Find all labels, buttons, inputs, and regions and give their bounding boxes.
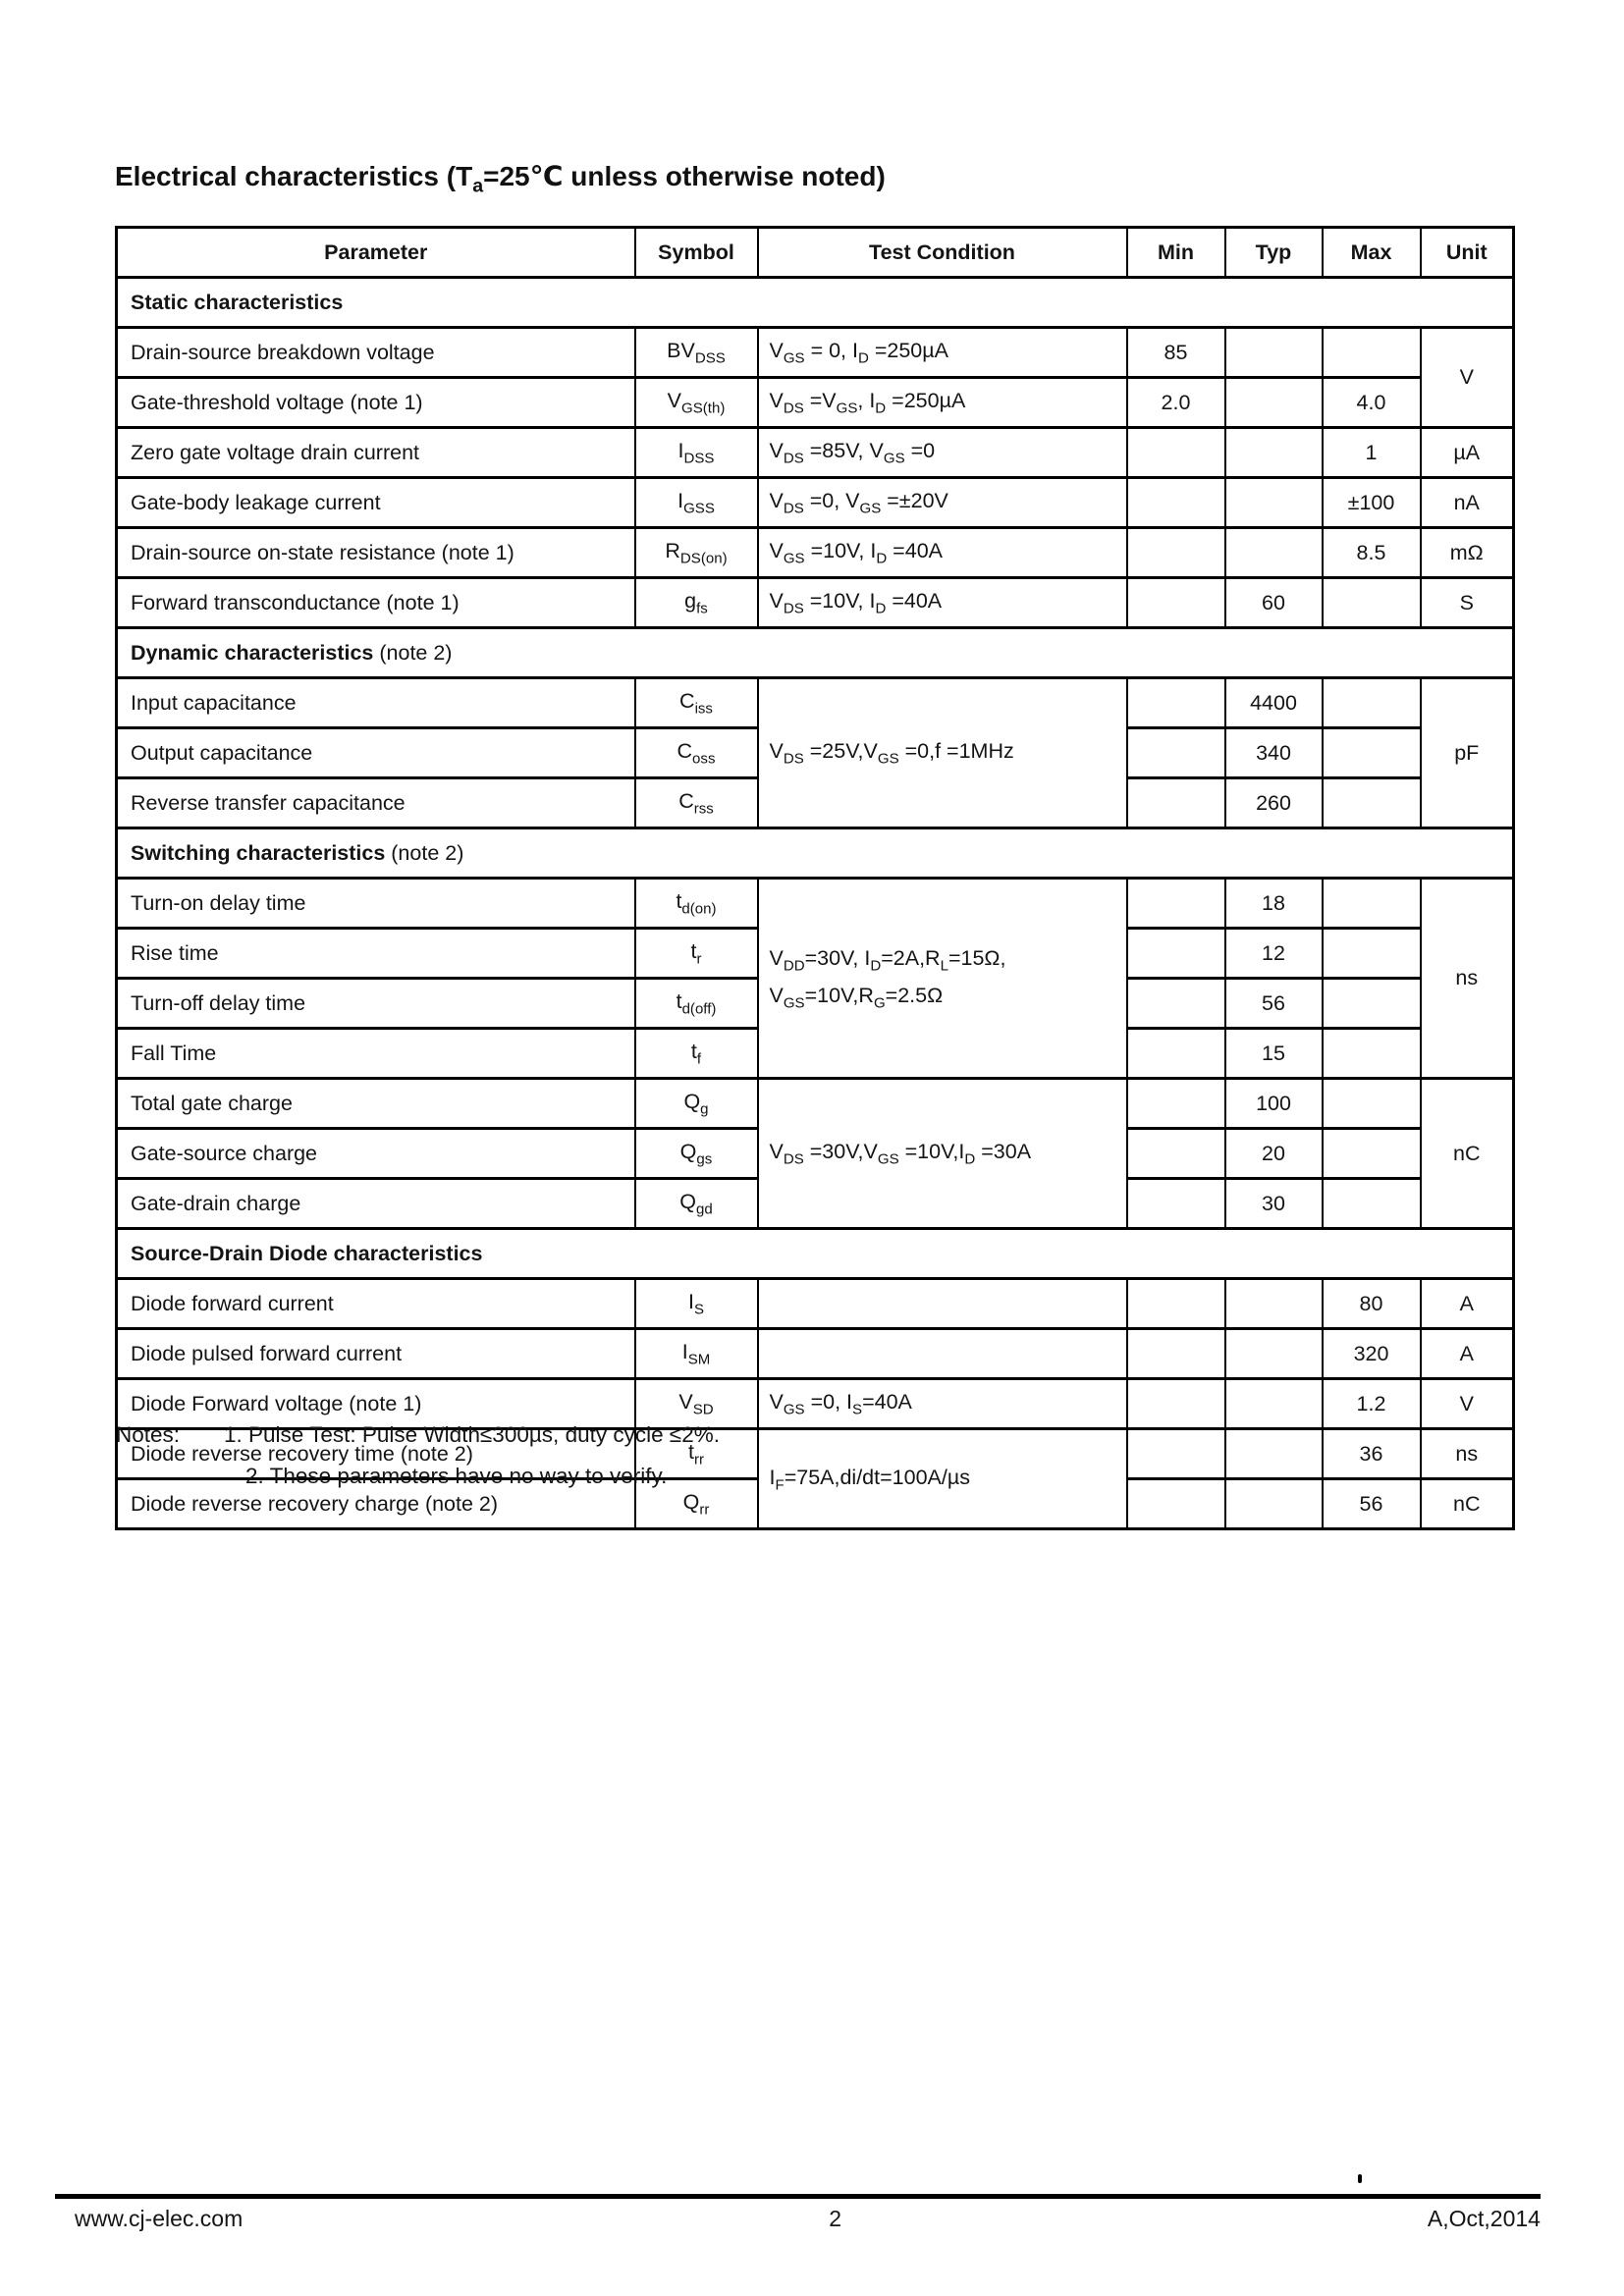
note-1: 1. Pulse Test: Pulse Width≤300µs, duty cycle ≤2%. (224, 1422, 720, 1447)
max-cell: 1.2 (1323, 1379, 1421, 1429)
min-cell (1127, 1079, 1225, 1129)
unit-cell: nA (1421, 478, 1514, 528)
parameter-cell: Fall Time (117, 1029, 635, 1079)
parameter-cell: Diode Forward voltage (note 1) (117, 1379, 635, 1429)
min-cell (1127, 428, 1225, 478)
max-cell (1323, 879, 1421, 929)
symbol-cell: $I_S$ (635, 1279, 758, 1329)
table-row (117, 1279, 1514, 1329)
max-cell: 320 (1323, 1329, 1421, 1379)
max-cell (1323, 1179, 1421, 1229)
test-condition-cell: $V_{DD}=30V$, $I_D=2A,R_L=15\Omega$, $V_{GS}=10V,R_G=2.5\Omega$ (758, 879, 1127, 1079)
parameter-cell: Reverse transfer capacitance (117, 778, 635, 828)
unit-cell: V (1421, 1379, 1514, 1429)
symbol-cell: $C_{rss}$ (635, 778, 758, 828)
parameter-cell: Gate-drain charge (117, 1179, 635, 1229)
max-cell: 1 (1323, 428, 1421, 478)
test-condition-cell: $V_{DS} =10V$, $I_D =40A$ (758, 578, 1127, 628)
unit-cell: ns (1421, 1429, 1514, 1479)
test-condition-cell (758, 1329, 1127, 1379)
typ-cell: 340 (1225, 728, 1323, 778)
max-cell (1323, 1129, 1421, 1179)
max-cell (1323, 929, 1421, 979)
typ-cell: 100 (1225, 1079, 1323, 1129)
table-row (117, 879, 1514, 929)
table-row (117, 328, 1514, 378)
unit-cell: A (1421, 1329, 1514, 1379)
typ-cell (1225, 1479, 1323, 1529)
unit-cell: mΩ (1421, 528, 1514, 578)
symbol-cell: $t_f$ (635, 1029, 758, 1079)
min-cell (1127, 1279, 1225, 1329)
unit-cell: nC (1421, 1479, 1514, 1529)
symbol-cell: $Q_{rr}$ (635, 1479, 758, 1529)
typ-cell: 260 (1225, 778, 1323, 828)
typ-cell (1225, 1429, 1323, 1479)
min-cell (1127, 879, 1225, 929)
symbol-cell: $t_r$ (635, 929, 758, 979)
parameter-cell: Turn-on delay time (117, 879, 635, 929)
footer-rule (55, 2194, 1541, 2199)
typ-cell: 56 (1225, 979, 1323, 1029)
section-header-row (117, 828, 1514, 879)
min-cell: 2.0 (1127, 378, 1225, 428)
min-cell: 85 (1127, 328, 1225, 378)
min-cell (1127, 478, 1225, 528)
parameter-cell: Output capacitance (117, 728, 635, 778)
parameter-cell: Input capacitance (117, 678, 635, 728)
max-cell (1323, 578, 1421, 628)
min-cell (1127, 929, 1225, 979)
parameter-cell: Drain-source on-state resistance (note 1) (117, 528, 635, 578)
parameter-cell: Total gate charge (117, 1079, 635, 1129)
test-condition-cell: $V_{DS} =30V,V_{GS} =10V,I_D =30A$ (758, 1079, 1127, 1229)
table-head (117, 228, 1514, 278)
unit-cell: nC (1421, 1079, 1514, 1229)
typ-cell: 30 (1225, 1179, 1323, 1229)
max-cell (1323, 778, 1421, 828)
max-cell (1323, 678, 1421, 728)
max-cell (1323, 328, 1421, 378)
section-header-row (117, 1229, 1514, 1279)
max-cell: 8.5 (1323, 528, 1421, 578)
parameter-cell: Turn-off delay time (117, 979, 635, 1029)
min-cell (1127, 678, 1225, 728)
test-condition-cell: $V_{DS} =85V$, $V_{GS} =0$ (758, 428, 1127, 478)
section-header-row (117, 278, 1514, 328)
symbol-cell: $g_{fs}$ (635, 578, 758, 628)
min-cell (1127, 778, 1225, 828)
test-condition-cell: $I_F=75A,di/dt=100A/\mu s$ (758, 1429, 1127, 1529)
test-condition-cell: $V_{DS} =V_{GS}$, $I_D =250\mu A$ (758, 378, 1127, 428)
parameter-cell: Forward transconductance (note 1) (117, 578, 635, 628)
test-condition-cell: $V_{DS} =25V,V_{GS} =0,f =1MHz$ (758, 678, 1127, 828)
parameter-cell: Gate-threshold voltage (note 1) (117, 378, 635, 428)
section-title-cell: Static characteristics (117, 278, 1514, 328)
parameter-cell: Rise time (117, 929, 635, 979)
test-condition-cell: $V_{GS} = 0$, $I_D =250\mu A$ (758, 328, 1127, 378)
test-condition-cell: $V_{DS} =0$, $V_{GS} =\pm 20V$ (758, 478, 1127, 528)
typ-cell: 15 (1225, 1029, 1323, 1079)
max-cell (1323, 1029, 1421, 1079)
min-cell (1127, 1429, 1225, 1479)
parameter-cell: Diode reverse recovery time (note 2) (117, 1429, 635, 1479)
table-wrap (115, 226, 1515, 1530)
min-cell (1127, 1179, 1225, 1229)
max-cell: 56 (1323, 1479, 1421, 1529)
footer-page-number: 2 (829, 2206, 841, 2231)
symbol-cell: $I_{DSS}$ (635, 428, 758, 478)
symbol-cell: $Q_{gs}$ (635, 1129, 758, 1179)
symbol-cell: $C_{iss}$ (635, 678, 758, 728)
typ-cell: 60 (1225, 578, 1323, 628)
note-2: 2. These parameters have no way to verify. (245, 1464, 668, 1488)
unit-cell: S (1421, 578, 1514, 628)
max-cell (1323, 728, 1421, 778)
min-cell (1127, 578, 1225, 628)
column-header: Unit (1421, 228, 1514, 278)
parameter-cell: Diode forward current (117, 1279, 635, 1329)
max-cell (1323, 979, 1421, 1029)
unit-cell: V (1421, 328, 1514, 428)
parameter-cell: Zero gate voltage drain current (117, 428, 635, 478)
column-header: Max (1323, 228, 1421, 278)
section-header-row (117, 628, 1514, 678)
parameter-cell: Diode pulsed forward current (117, 1329, 635, 1379)
parameter-cell: Gate-body leakage current (117, 478, 635, 528)
page-footer (55, 2194, 1541, 2232)
min-cell (1127, 728, 1225, 778)
symbol-cell: $t_{rr}$ (635, 1429, 758, 1479)
table-row (117, 1079, 1514, 1129)
test-condition-cell: $V_{GS} =0$, $I_S=40A$ (758, 1379, 1127, 1429)
max-cell: 4.0 (1323, 378, 1421, 428)
max-cell (1323, 1079, 1421, 1129)
table-row (117, 478, 1514, 528)
parameter-cell: Drain-source breakdown voltage (117, 328, 635, 378)
min-cell (1127, 979, 1225, 1029)
symbol-cell: $V_{GS(th)}$ (635, 378, 758, 428)
symbol-cell: $t_{d(off)}$ (635, 979, 758, 1029)
typ-cell (1225, 1279, 1323, 1329)
table-row (117, 428, 1514, 478)
typ-cell (1225, 478, 1323, 528)
parameter-cell: Diode reverse recovery charge (note 2) (117, 1479, 635, 1529)
column-header: Typ (1225, 228, 1323, 278)
unit-cell: µA (1421, 428, 1514, 478)
symbol-cell: $BV_{DSS}$ (635, 328, 758, 378)
unit-cell: ns (1421, 879, 1514, 1079)
min-cell (1127, 1329, 1225, 1379)
typ-cell (1225, 1329, 1323, 1379)
footer-revision: A,Oct,2014 (1427, 2206, 1541, 2231)
typ-cell (1225, 378, 1323, 428)
table-row (117, 378, 1514, 428)
min-cell (1127, 528, 1225, 578)
max-cell: 36 (1323, 1429, 1421, 1479)
symbol-cell: $C_{oss}$ (635, 728, 758, 778)
typ-cell: 18 (1225, 879, 1323, 929)
typ-cell: 12 (1225, 929, 1323, 979)
table-row (117, 1329, 1514, 1379)
table-header-row (117, 228, 1514, 278)
symbol-cell: $Q_g$ (635, 1079, 758, 1129)
typ-cell (1225, 1379, 1323, 1429)
footer-website: www.cj-elec.com (75, 2206, 244, 2231)
column-header: Parameter (117, 228, 635, 278)
test-condition-cell: $V_{GS} =10V$, $I_D =40A$ (758, 528, 1127, 578)
parameter-cell: Gate-source charge (117, 1129, 635, 1179)
test-condition-cell (758, 1279, 1127, 1329)
symbol-cell: $R_{DS(on)}$ (635, 528, 758, 578)
min-cell (1127, 1379, 1225, 1429)
column-header: Symbol (635, 228, 758, 278)
unit-cell: pF (1421, 678, 1514, 828)
symbol-cell: $I_{GSS}$ (635, 478, 758, 528)
table-row (117, 678, 1514, 728)
table-row (117, 528, 1514, 578)
notes-label: Notes: (116, 1422, 181, 1447)
table-body (117, 278, 1514, 1529)
section-title-cell: Switching characteristics (note 2) (117, 828, 1514, 879)
section-title-cell: Dynamic characteristics (note 2) (117, 628, 1514, 678)
max-cell: 80 (1323, 1279, 1421, 1329)
typ-cell (1225, 328, 1323, 378)
symbol-cell: $t_{d(on)}$ (635, 879, 758, 929)
typ-cell (1225, 428, 1323, 478)
stray-mark (1358, 2174, 1362, 2183)
table-row (117, 578, 1514, 628)
electrical-characteristics-table (115, 226, 1515, 1530)
typ-cell: 20 (1225, 1129, 1323, 1179)
column-header: Test Condition (758, 228, 1127, 278)
typ-cell: 4400 (1225, 678, 1323, 728)
notes-block (116, 1422, 720, 1489)
page-title: Electrical characteristics ($T_a=25℃$ unless otherwise noted) (115, 161, 886, 197)
min-cell (1127, 1479, 1225, 1529)
symbol-cell: $I_{SM}$ (635, 1329, 758, 1379)
column-header: Min (1127, 228, 1225, 278)
unit-cell: A (1421, 1279, 1514, 1329)
section-title-cell: Source-Drain Diode characteristics (117, 1229, 1514, 1279)
typ-cell (1225, 528, 1323, 578)
symbol-cell: $V_{SD}$ (635, 1379, 758, 1429)
min-cell (1127, 1129, 1225, 1179)
max-cell: ±100 (1323, 478, 1421, 528)
min-cell (1127, 1029, 1225, 1079)
table-row (117, 1379, 1514, 1429)
symbol-cell: $Q_{gd}$ (635, 1179, 758, 1229)
